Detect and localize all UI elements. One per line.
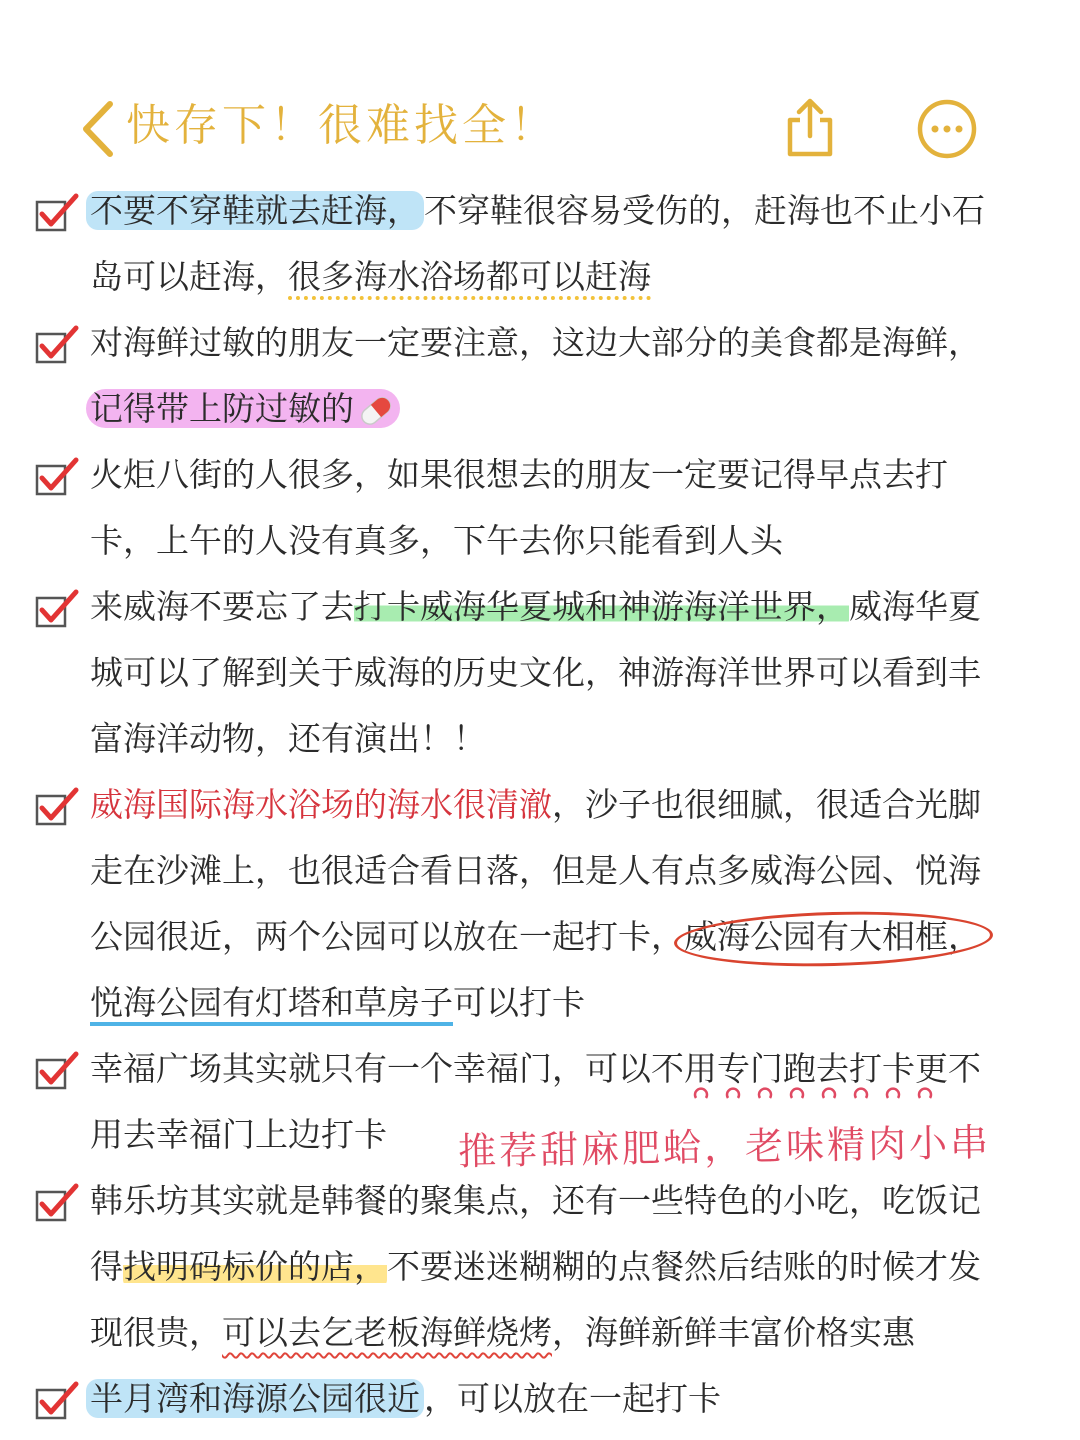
body-text: 可以打卡 bbox=[453, 983, 585, 1022]
item-line bbox=[90, 378, 400, 440]
item-line: 韩乐坊其实就是韩餐的聚集点，还有一些特色的小吃，吃饭记 bbox=[90, 1181, 981, 1220]
more-horizontal-icon[interactable] bbox=[916, 98, 978, 160]
item-line bbox=[90, 906, 981, 968]
item-line bbox=[90, 180, 985, 242]
item-line: 用去幸福门上边打卡 bbox=[90, 1115, 387, 1154]
checkbox-checked-icon bbox=[34, 588, 80, 630]
wavy-underlined-text: 可以去乞老板海鲜烧烤 bbox=[222, 1313, 552, 1352]
item-line: 火炬八街的人很多，如果很想去的朋友一定要记得早点去打 bbox=[90, 455, 948, 494]
item-line: 富海洋动物，还有演出！！ bbox=[90, 719, 486, 758]
red-text: 威海国际海水浴场的海水很清澈 bbox=[90, 785, 552, 824]
body-text: ，可以放在一起打卡 bbox=[424, 1379, 721, 1418]
pill-icon bbox=[356, 391, 396, 431]
highlight-text: 不要不穿鞋就去赶海， bbox=[86, 191, 424, 230]
checkbox-checked-icon bbox=[34, 786, 80, 828]
item-line bbox=[90, 576, 981, 638]
highlight-text: 找明码标价的店， bbox=[123, 1247, 387, 1286]
highlight-text: 打卡威海华夏城和神游海洋世界， bbox=[354, 587, 849, 626]
item-line bbox=[90, 972, 585, 1034]
page-title: 快存下！很难找全！ bbox=[126, 100, 558, 151]
checkbox-checked-icon bbox=[34, 192, 80, 234]
body-text: 不穿鞋很容易受伤的，赶海也不止小石 bbox=[424, 191, 985, 230]
handwritten-note: 推荐甜麻肥蛤，老味精肉小串 bbox=[457, 1120, 992, 1174]
body-text: 得 bbox=[90, 1247, 123, 1286]
highlight-text bbox=[86, 389, 400, 428]
item-line bbox=[90, 774, 981, 836]
checkbox-checked-icon bbox=[34, 324, 80, 366]
chevron-left-icon[interactable] bbox=[78, 100, 118, 158]
highlight-text: 半月湾和海源公园很近 bbox=[86, 1379, 424, 1418]
emphasis-dots bbox=[690, 1084, 950, 1104]
checkbox-checked-icon bbox=[34, 456, 80, 498]
body-text: 威海华夏 bbox=[849, 587, 981, 626]
body-text: 岛可以赶海， bbox=[90, 257, 288, 296]
item-line: 走在沙滩上，也很适合看日落，但是人有点多威海公园、悦海 bbox=[90, 851, 981, 890]
underlined-text: 悦海公园有灯塔和草房子 bbox=[90, 983, 453, 1026]
underlined-text: 很多海水浴场都可以赶海 bbox=[288, 257, 651, 300]
highlight-label: 记得带上防过敏的 bbox=[90, 389, 354, 428]
body-text: 不要迷迷糊糊的点餐然后结账的时候才发 bbox=[387, 1247, 981, 1286]
body-text: ，海鲜新鲜丰富价格实惠 bbox=[552, 1313, 915, 1352]
body-text: 公园很近，两个公园可以放在一起打卡， bbox=[90, 917, 684, 956]
item-line: 幸福广场其实就只有一个幸福门，可以不用专门跑去打卡更不 bbox=[90, 1049, 981, 1088]
body-text: ，沙子也很细腻，很适合光脚 bbox=[552, 785, 981, 824]
circled-text: 威海公园有大相框， bbox=[684, 906, 981, 968]
checkbox-checked-icon bbox=[34, 1050, 80, 1092]
header-bar bbox=[0, 0, 1080, 180]
item-line bbox=[90, 1302, 915, 1364]
body-text: 现很贵， bbox=[90, 1313, 222, 1352]
item-line: 城可以了解到关于威海的历史文化，神游海洋世界可以看到丰 bbox=[90, 653, 981, 692]
checkbox-checked-icon bbox=[34, 1182, 80, 1224]
item-line: 对海鲜过敏的朋友一定要注意，这边大部分的美食都是海鲜， bbox=[90, 323, 981, 362]
item-line bbox=[90, 246, 651, 308]
item-line: 卡，上午的人没有真多，下午去你只能看到人头 bbox=[90, 521, 783, 560]
body-text: 来威海不要忘了去 bbox=[90, 587, 354, 626]
item-line bbox=[90, 1368, 721, 1430]
checkbox-checked-icon bbox=[34, 1380, 80, 1422]
share-icon[interactable] bbox=[782, 96, 838, 158]
item-line bbox=[90, 1236, 981, 1298]
